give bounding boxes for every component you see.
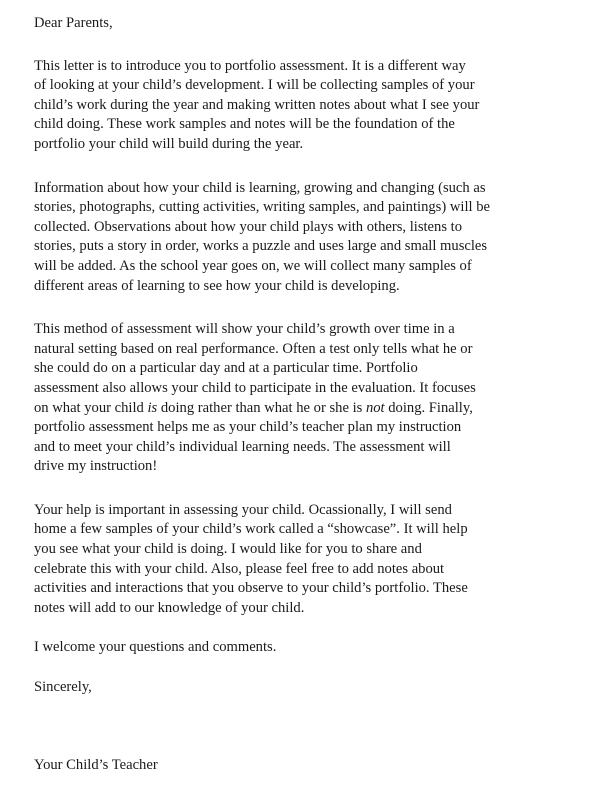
- signature: Your Child’s Teacher: [34, 756, 158, 773]
- paragraph-help: [34, 501, 574, 619]
- text-line: stories, photographs, cutting activities, writing samples, and paintings) will be: [34, 199, 490, 216]
- text-line: assessment also allows your child to participate in the evaluation. It focuses: [34, 379, 476, 396]
- text-line: Your help is important in assessing your child. Ocassionally, I will send: [34, 501, 452, 518]
- paragraph-information: [34, 179, 574, 297]
- paragraph-introduction: [34, 57, 574, 155]
- text-line: celebrate this with your child. Also, please feel free to add notes about: [34, 560, 445, 577]
- text-line: home a few samples of your child’s work called a “showcase”. It will help: [34, 521, 468, 538]
- greeting: Dear Parents,: [34, 15, 113, 31]
- text-line: stories, puts a story in order, works a puzzle and uses large and small muscles: [34, 238, 488, 255]
- text-line: and to meet your child’s individual learning needs. The assessment will: [34, 438, 451, 455]
- text-line: different areas of learning to see how your child is developing.: [34, 277, 400, 294]
- text-line: child’s work during the year and making written notes about what I see your: [34, 96, 480, 113]
- paragraph-welcome: I welcome your questions and comments.: [34, 639, 277, 656]
- text-line: This letter is to introduce you to portfolio assessment. It is a different way: [34, 57, 466, 74]
- text-line: activities and interactions that you observe to your child’s portfolio. These: [34, 580, 468, 597]
- text-line: portfolio assessment helps me as your child’s teacher plan my instruction: [34, 419, 462, 436]
- text-line: notes will add to our knowledge of your child.: [34, 599, 305, 616]
- text-line: she could do on a particular day and at a particular time. Portfolio: [34, 360, 418, 377]
- text-line: portfolio your child will build during the year.: [34, 135, 304, 152]
- text-line-with-emphasis: [34, 399, 574, 419]
- text-segment: doing. Finally,: [384, 399, 473, 416]
- text-line: natural setting based on real performance. Often a test only tells what he or: [34, 340, 473, 357]
- emphasis-is: is: [147, 399, 158, 416]
- text-line: of looking at your child’s development. I will be collecting samples of your: [34, 77, 475, 94]
- text-line: Information about how your child is learning, growing and changing (such as: [34, 179, 486, 196]
- paragraph-method: [34, 320, 574, 477]
- text-segment: on what your child: [34, 399, 148, 416]
- emphasis-not: not: [365, 399, 385, 416]
- text-segment: doing rather than what he or she is: [157, 399, 366, 416]
- text-line: will be added. As the school year goes on, we will collect many samples of: [34, 257, 472, 274]
- text-line: collected. Observations about how your child plays with others, listens to: [34, 218, 463, 235]
- closing: Sincerely,: [34, 679, 92, 696]
- text-line: drive my instruction!: [34, 458, 158, 475]
- text-line: you see what your child is doing. I would like for you to share and: [34, 541, 422, 558]
- text-line: child doing. These work samples and notes will be the foundation of the: [34, 116, 455, 133]
- letter-body: [34, 14, 574, 775]
- text-line: This method of assessment will show your child’s growth over time in a: [34, 321, 455, 338]
